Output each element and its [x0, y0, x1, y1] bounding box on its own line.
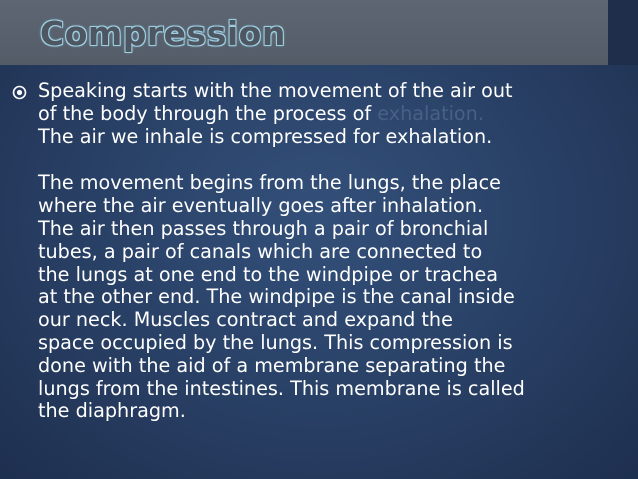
paragraph-line: the lungs at one end to the windpipe or trachea	[38, 262, 499, 286]
paragraph-line	[38, 103, 638, 126]
paragraph-line: at the other end. The windpipe is the canal inside	[38, 285, 515, 309]
paragraph-line: The air then passes through a pair of bronchial	[38, 216, 489, 240]
paragraph-text: of the body through the process of	[38, 101, 378, 125]
paragraph-line: where the air eventually goes after inhalation.	[38, 194, 484, 218]
exhalation-link[interactable]: exhalation.	[377, 101, 484, 125]
paragraph-line: The air we inhale is compressed for exhalation.	[38, 124, 493, 148]
target-bullet-icon	[12, 85, 27, 100]
paragraph-line: lungs from the intestines. This membrane is called	[38, 376, 525, 400]
title-accent	[608, 0, 638, 65]
slide-body	[38, 80, 638, 423]
paragraph-line: done with the aid of a membrane separating the	[38, 353, 506, 377]
paragraph-gap	[38, 148, 638, 172]
paragraph-line: The movement begins from the lungs, the place	[38, 171, 501, 195]
paragraph-line: the diaphragm.	[38, 399, 186, 423]
paragraph-line: our neck. Muscles contract and expand the	[38, 308, 453, 332]
paragraph-line: space occupied by the lungs. This compression is	[38, 330, 513, 354]
slide-title: Compression	[40, 14, 286, 53]
paragraph-line: Speaking starts with the movement of the air out	[38, 79, 513, 102]
paragraph-line: tubes, a pair of canals which are connected to	[38, 239, 483, 263]
